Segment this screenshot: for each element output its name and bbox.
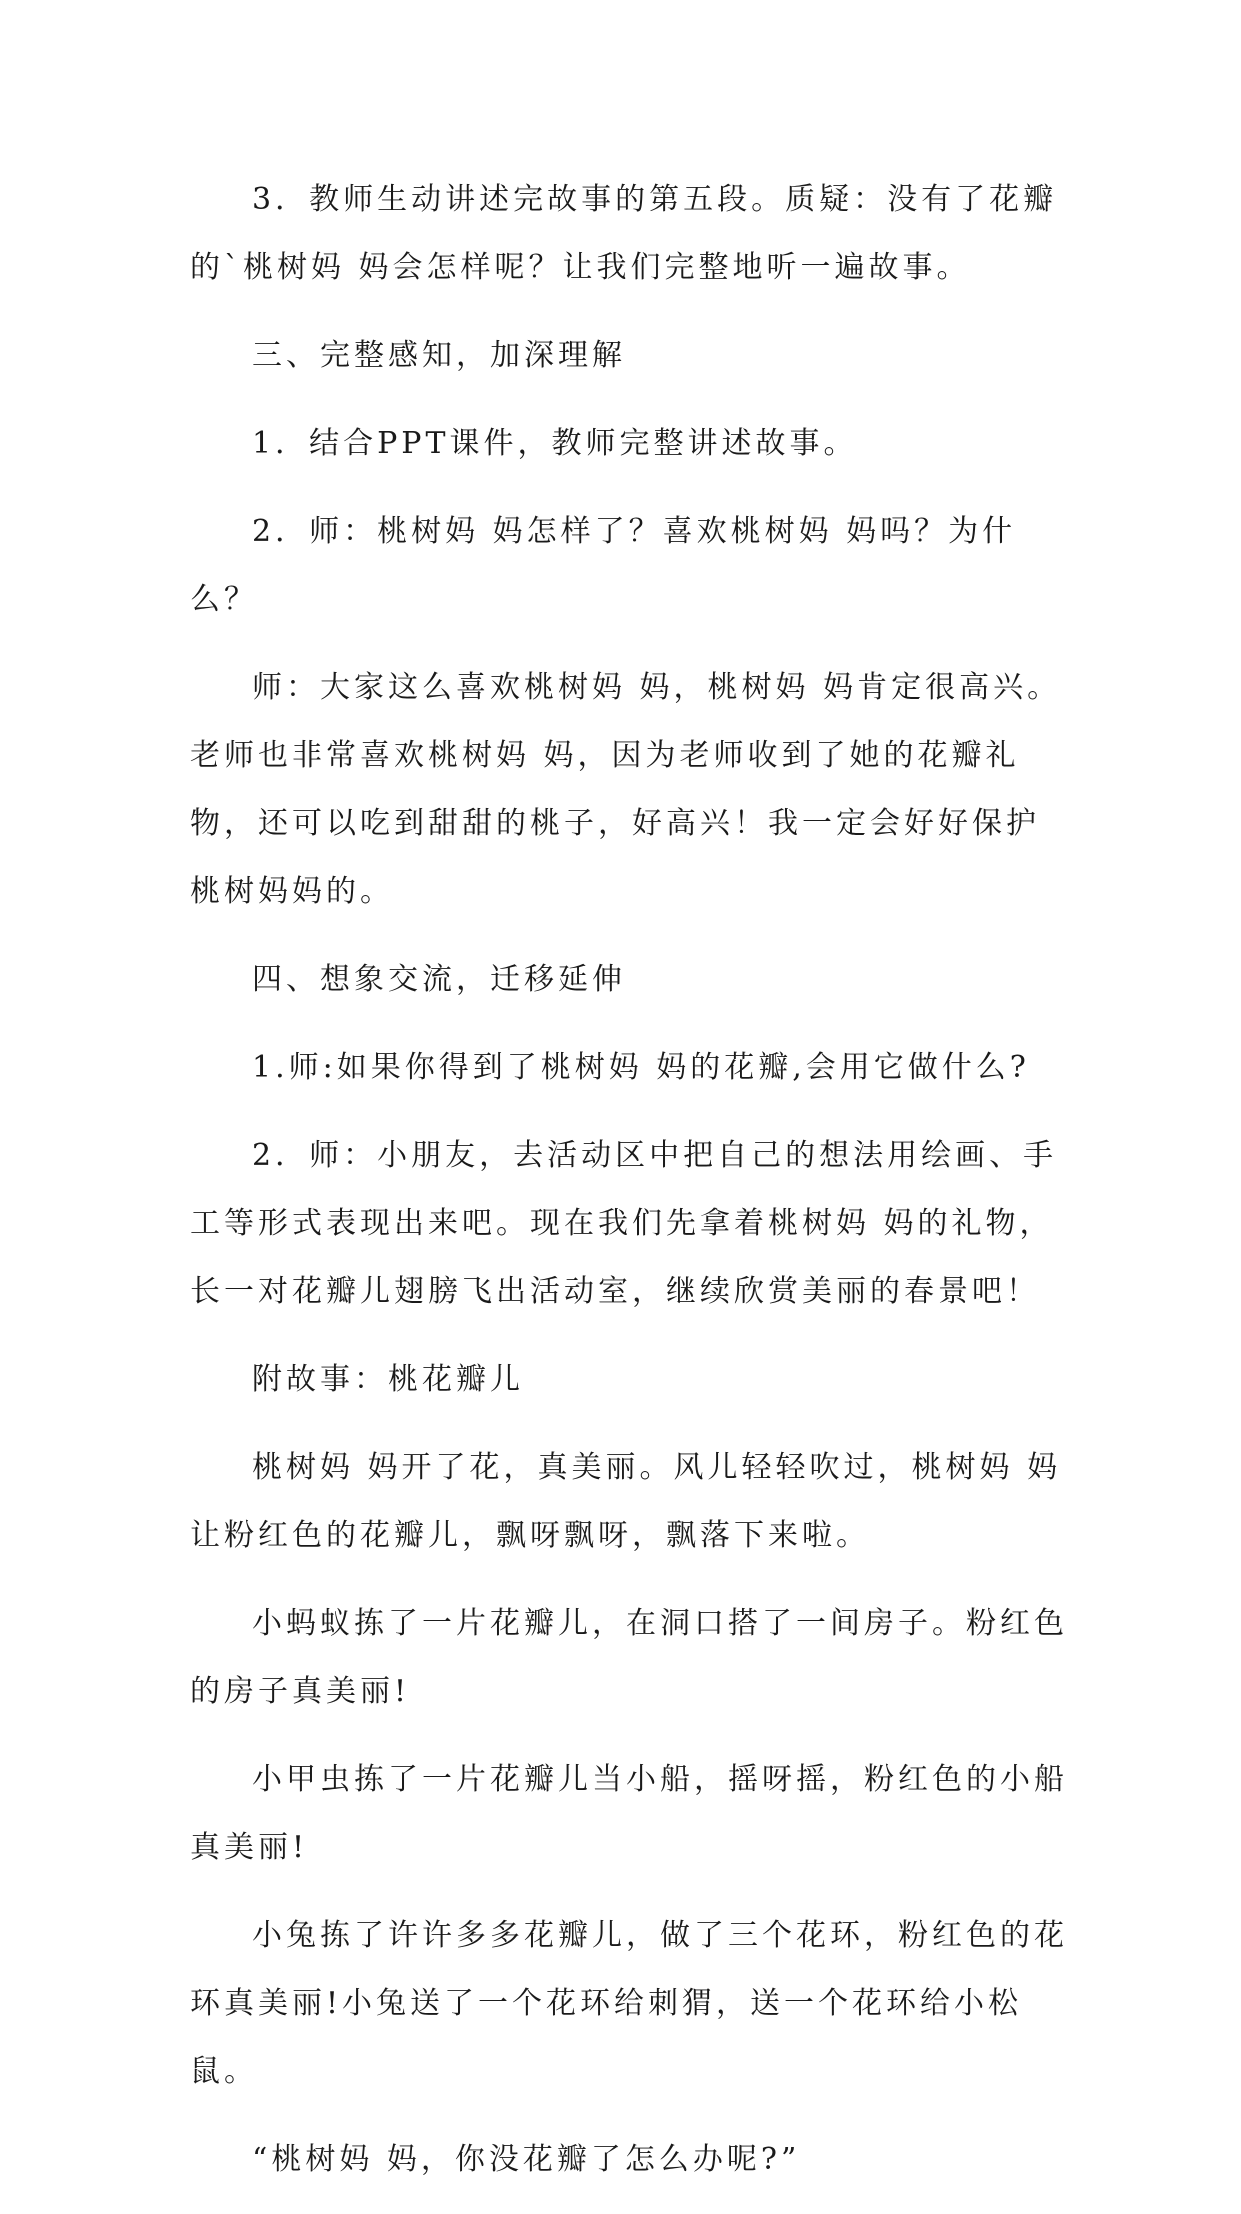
paragraph-teacher-remark: 师：大家这么喜欢桃树妈 妈，桃树妈 妈肯定很高兴。老师也非常喜欢桃树妈 妈，因为老师收到了她的花瓣礼物，还可以吃到甜甜的桃子，好高兴！我一定会好好保护桃树妈妈的。 — [190, 670, 1062, 909]
story-paragraph-5: “桃树妈 妈，你没花瓣了怎么办呢?” — [252, 2142, 801, 2177]
paragraph-imagine: 1.师:如果你得到了桃树妈 妈的花瓣,会用它做什么? — [252, 1050, 1030, 1085]
document-body — [190, 166, 1070, 2214]
section-heading-4: 四、想象交流，迁移延伸 — [252, 962, 626, 997]
story-paragraph-3: 小甲虫拣了一片花瓣儿当小船，摇呀摇，粉红色的小船真美丽! — [190, 1762, 1068, 1865]
paragraph-activity: 2．师：小朋友，去活动区中把自己的想法用绘画、手工等形式表现出来吧。现在我们先拿着桃树妈 妈的礼物，长一对花瓣儿翅膀飞出活动室，继续欣赏美丽的春景吧！ — [190, 1138, 1058, 1309]
paragraph-ppt-story: 1．结合PPT课件，教师完整讲述故事。 — [252, 426, 858, 461]
paragraph-story-part5: 3．教师生动讲述完故事的第五段。质疑：没有了花瓣的`桃树妈 妈会怎样呢？让我们完整地听一遍故事。 — [190, 182, 1058, 285]
paragraph-question: 2．师：桃树妈 妈怎样了？喜欢桃树妈 妈吗？为什么？ — [190, 514, 1017, 617]
section-heading-3: 三、完整感知，加深理解 — [252, 338, 626, 373]
story-paragraph-1: 桃树妈 妈开了花，真美丽。风儿轻轻吹过，桃树妈 妈让粉红色的花瓣儿，飘呀飘呀，飘落下来啦。 — [190, 1450, 1062, 1553]
story-paragraph-2: 小蚂蚁拣了一片花瓣儿，在洞口搭了一间房子。粉红色的房子真美丽! — [190, 1606, 1068, 1709]
story-paragraph-4: 小兔拣了许许多多花瓣儿，做了三个花环，粉红色的花环真美丽!小兔送了一个花环给刺猬，送一个花环给小松鼠。 — [190, 1918, 1068, 2089]
appendix-story-title: 附故事：桃花瓣儿 — [252, 1362, 524, 1397]
